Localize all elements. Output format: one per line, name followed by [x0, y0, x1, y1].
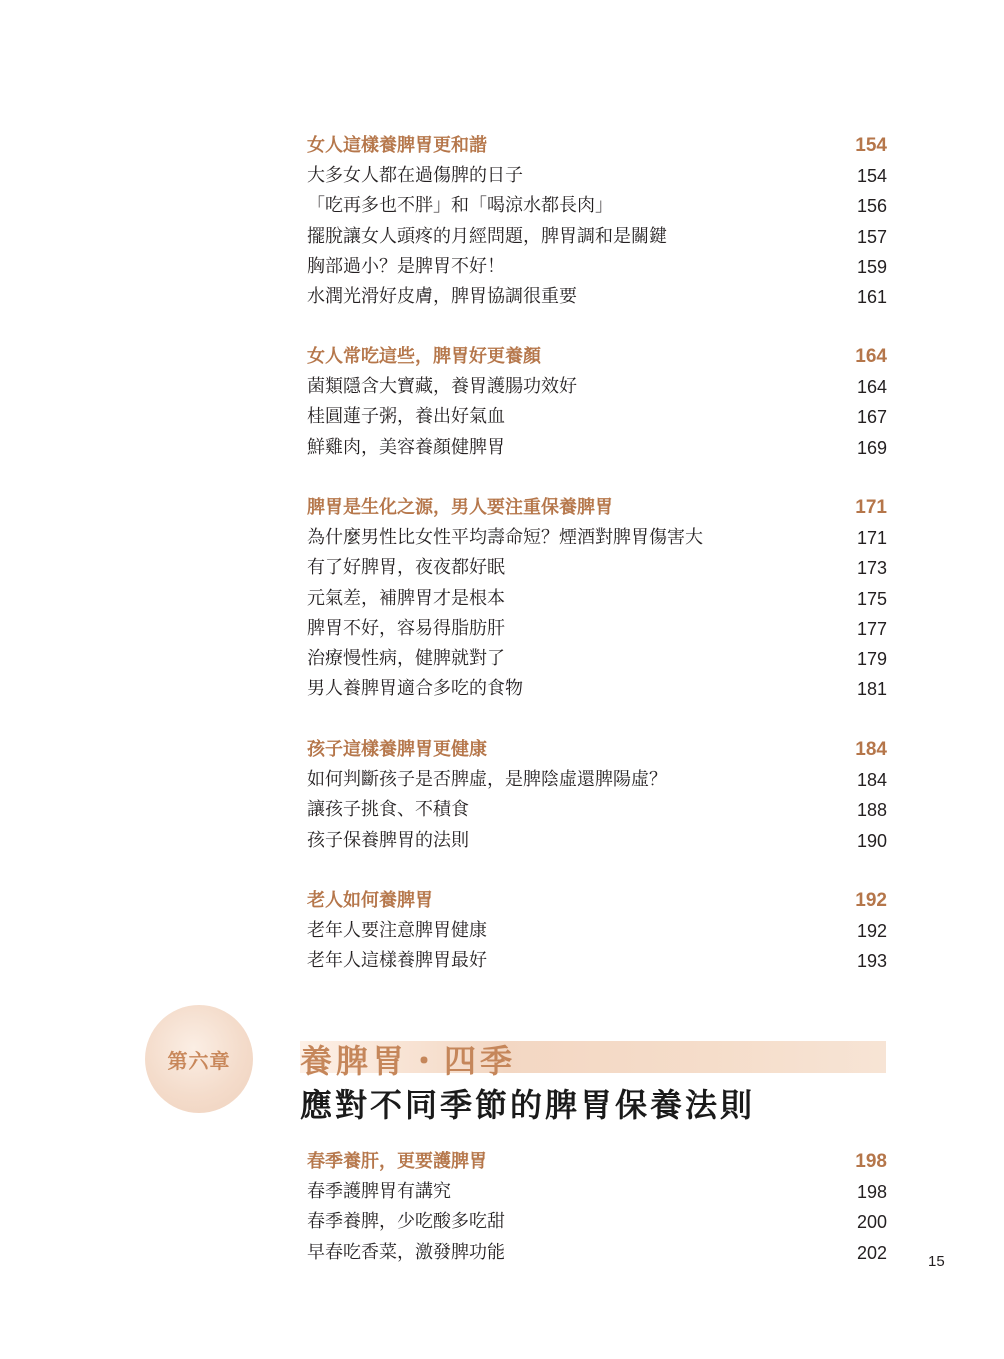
- toc-entry-text: 春季養脾，少吃酸多吃甜: [307, 1211, 505, 1233]
- toc-entry-page: 188: [856, 800, 887, 821]
- toc-entry[interactable]: [307, 946, 887, 976]
- toc-heading-title: 脾胃是生化之源，男人要注重保養脾胃: [307, 497, 613, 519]
- toc-entry-text: 胸部過小？是脾胃不好！: [307, 255, 505, 277]
- toc-entry-text: 早春吃香菜，激發脾功能: [307, 1241, 505, 1263]
- toc-heading-page: 198: [855, 1151, 887, 1173]
- toc-heading-page: 184: [855, 739, 887, 761]
- toc-heading-title: 孩子這樣養脾胃更健康: [307, 739, 487, 761]
- toc-heading[interactable]: [307, 342, 887, 372]
- toc-entry[interactable]: [307, 826, 887, 856]
- toc-section-spring: [307, 1147, 887, 1268]
- chapter-title: 養脾胃・四季: [300, 1042, 517, 1080]
- toc-entry-page: 175: [856, 588, 887, 609]
- toc-entry-text: 有了好脾胃，夜夜都好眠: [307, 557, 505, 579]
- toc-entry[interactable]: [307, 614, 887, 644]
- toc-section-women-beauty: [307, 342, 887, 463]
- toc-entry-page: 157: [856, 226, 887, 247]
- toc-entry-page: 184: [856, 770, 887, 791]
- toc-entry-text: 如何判斷孩子是否脾虛，是脾陰虛還脾陽虛？: [307, 769, 667, 791]
- toc-entry-text: 元氣差，補脾胃才是根本: [307, 587, 505, 609]
- toc-entry-page: 167: [856, 407, 887, 428]
- toc-entry-text: 讓孩子挑食、不積食: [307, 799, 469, 821]
- toc-section-elderly: [307, 886, 887, 977]
- chapter-subtitle: 應對不同季節的脾胃保養法則: [300, 1086, 756, 1124]
- toc-heading-title: 春季養肝，更要護脾胃: [307, 1151, 487, 1173]
- toc-heading[interactable]: [307, 493, 887, 523]
- toc-entry-text: 水潤光滑好皮膚，脾胃協調很重要: [307, 286, 577, 308]
- toc-entry-text: 老年人這樣養脾胃最好: [307, 950, 487, 972]
- toc-entry-text: 為什麼男性比女性平均壽命短？煙酒對脾胃傷害大: [307, 527, 703, 549]
- toc-heading[interactable]: [307, 131, 887, 161]
- toc-section-children: [307, 735, 887, 856]
- toc-heading-page: 164: [855, 346, 887, 368]
- toc-heading-page: 171: [855, 497, 887, 519]
- toc-entry[interactable]: [307, 252, 887, 282]
- toc-entry-page: 169: [856, 437, 887, 458]
- toc-entry-page: 192: [856, 921, 887, 942]
- toc-entry-page: 179: [856, 649, 887, 670]
- toc-entry-page: 154: [856, 166, 887, 187]
- toc-entry[interactable]: [307, 282, 887, 312]
- toc-entry-text: 桂圓蓮子粥，養出好氣血: [307, 406, 505, 428]
- page-number: 15: [928, 1253, 945, 1270]
- toc-entry[interactable]: [307, 222, 887, 252]
- toc-entry[interactable]: [307, 765, 887, 795]
- toc-entry-page: 156: [856, 196, 887, 217]
- toc-entry[interactable]: [307, 795, 887, 825]
- toc-entry[interactable]: [307, 916, 887, 946]
- toc-entry-text: 鮮雞肉，美容養顏健脾胃: [307, 436, 505, 458]
- toc-entry[interactable]: [307, 1238, 887, 1268]
- chapter-badge-label: 第六章: [167, 1048, 231, 1073]
- toc-entry[interactable]: [307, 644, 887, 674]
- toc-entry[interactable]: [307, 584, 887, 614]
- chapter-badge: [145, 1005, 253, 1113]
- toc-heading[interactable]: [307, 886, 887, 916]
- toc-entry-page: 164: [856, 377, 887, 398]
- toc-heading[interactable]: [307, 1147, 887, 1177]
- toc-entry[interactable]: [307, 553, 887, 583]
- toc-heading-title: 女人常吃這些，脾胃好更養顏: [307, 346, 541, 368]
- toc-entry[interactable]: [307, 433, 887, 463]
- toc-entry-page: 193: [856, 951, 887, 972]
- toc-entry[interactable]: [307, 161, 887, 191]
- toc-entry-text: 男人養脾胃適合多吃的食物: [307, 678, 523, 700]
- toc-entry-text: 脾胃不好，容易得脂肪肝: [307, 617, 505, 639]
- toc-entry-text: 菌類隱含大寶藏，養胃護腸功效好: [307, 376, 577, 398]
- toc-entry[interactable]: [307, 1207, 887, 1237]
- toc-entry-page: 177: [856, 618, 887, 639]
- toc-entry[interactable]: [307, 674, 887, 704]
- toc-entry-page: 173: [856, 558, 887, 579]
- toc-heading-title: 老人如何養脾胃: [307, 890, 433, 912]
- toc-entry[interactable]: [307, 523, 887, 553]
- toc-entry-page: 190: [856, 830, 887, 851]
- toc-entry-page: 161: [856, 287, 887, 308]
- toc-entry-text: 孩子保養脾胃的法則: [307, 829, 469, 851]
- toc-entry-text: 老年人要注意脾胃健康: [307, 920, 487, 942]
- toc-section-men: [307, 493, 887, 704]
- toc-section-women-harmony: [307, 131, 887, 312]
- toc-entry-page: 171: [856, 528, 887, 549]
- toc-entry[interactable]: [307, 1177, 887, 1207]
- toc-heading-page: 154: [855, 135, 887, 157]
- toc-entry-text: 治療慢性病，健脾就對了: [307, 648, 505, 670]
- toc-heading-page: 192: [855, 890, 887, 912]
- toc-entry-page: 159: [856, 256, 887, 277]
- toc-entry-text: 「吃再多也不胖」和「喝涼水都長肉」: [307, 195, 613, 217]
- toc-heading[interactable]: [307, 735, 887, 765]
- toc-heading-title: 女人這樣養脾胃更和諧: [307, 135, 487, 157]
- toc-entry-page: 202: [856, 1242, 887, 1263]
- toc-entry-text: 春季護脾胃有講究: [307, 1181, 451, 1203]
- toc-entry[interactable]: [307, 402, 887, 432]
- toc-entry-text: 大多女人都在過傷脾的日子: [307, 165, 523, 187]
- toc-entry-page: 198: [856, 1182, 887, 1203]
- toc-entry-text: 擺脫讓女人頭疼的月經問題，脾胃調和是關鍵: [307, 225, 667, 247]
- toc-entry[interactable]: [307, 191, 887, 221]
- toc-entry-page: 181: [856, 679, 887, 700]
- toc-entry[interactable]: [307, 372, 887, 402]
- toc-entry-page: 200: [856, 1212, 887, 1233]
